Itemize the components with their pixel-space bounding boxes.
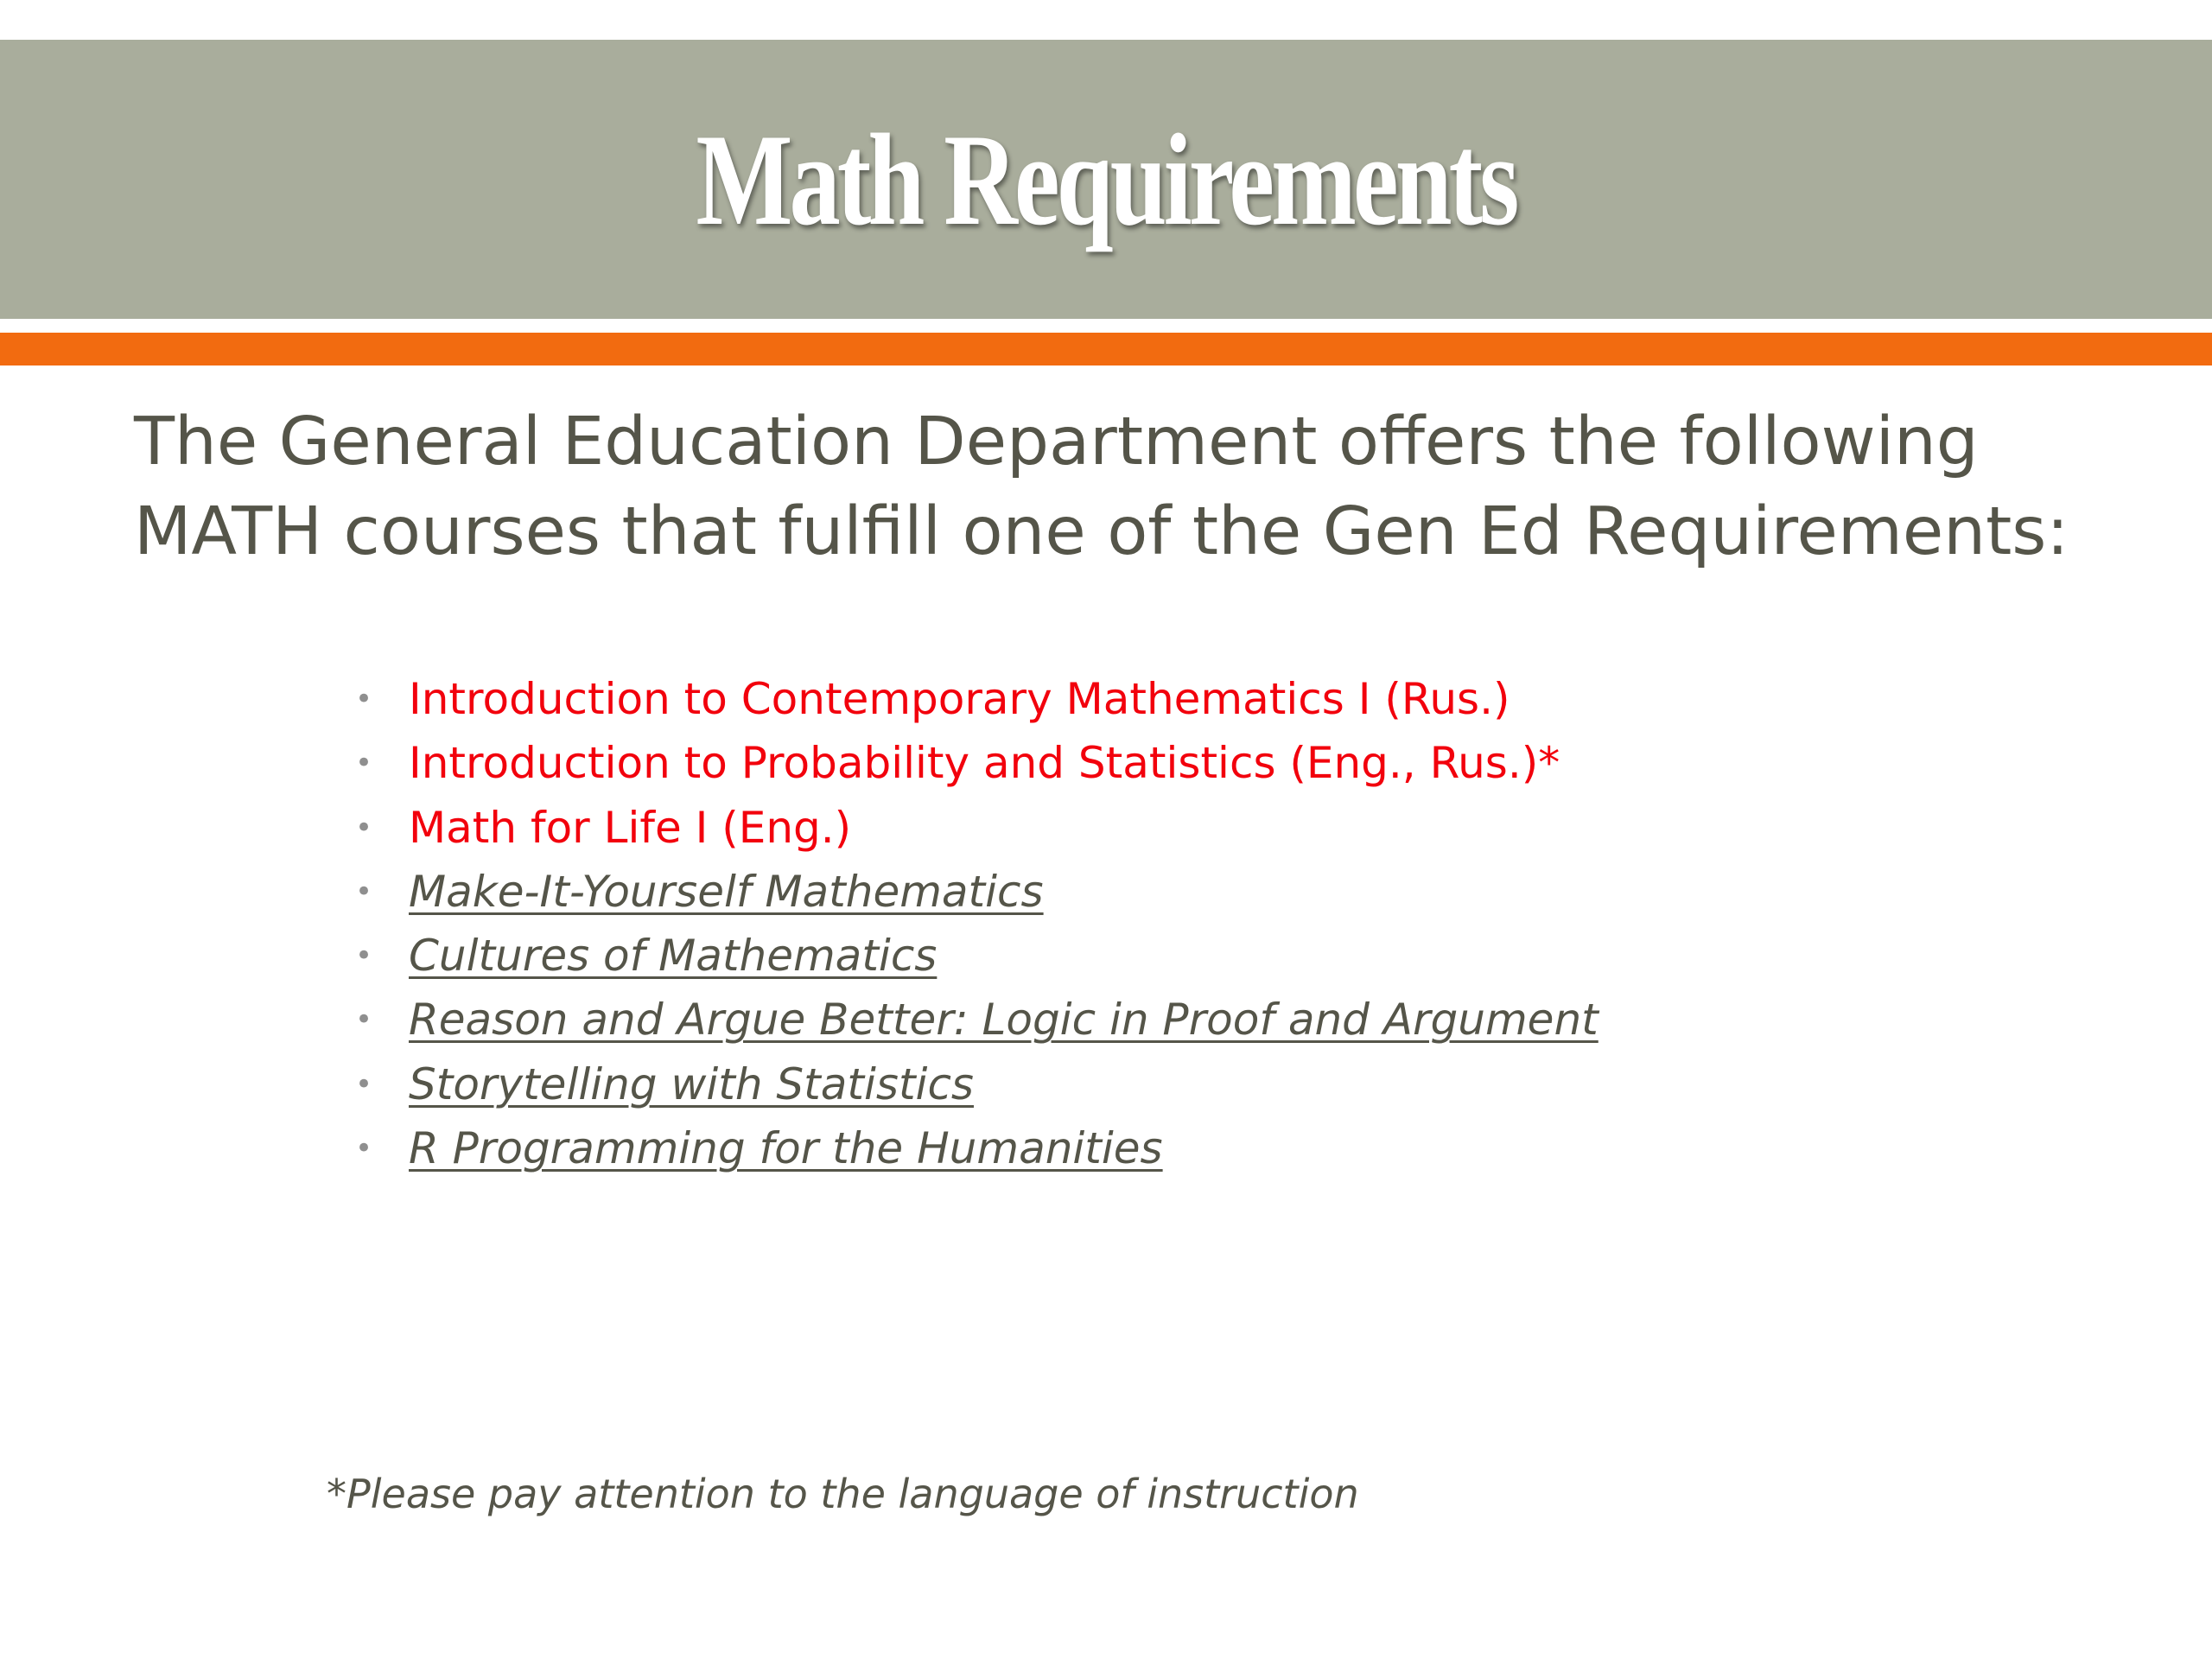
course-item-storytelling (350, 1052, 1599, 1116)
intro-text: The General Education Department offers the following MATH courses that fulfill one of the Gen Ed Requirements: (134, 404, 2069, 570)
course-item-probability-statistics (350, 731, 1599, 795)
course-item-make-it-yourself (350, 860, 1599, 924)
bullet-icon: • (355, 874, 373, 909)
bullet-icon: • (355, 810, 373, 845)
divider-gap (0, 319, 2212, 333)
course-item-r-programming (350, 1116, 1599, 1180)
title-band (0, 40, 2212, 319)
course-list (350, 667, 1599, 1180)
course-item-cultures (350, 924, 1599, 988)
course-link-make-it-yourself[interactable]: Make-It-Yourself Mathematics (409, 866, 1044, 917)
course-item-math-for-life (350, 796, 1599, 860)
accent-bar (0, 333, 2212, 365)
bullet-icon: • (355, 1002, 373, 1038)
bullet-icon: • (355, 938, 373, 974)
bullet-icon: • (355, 1066, 373, 1102)
bullet-icon: • (355, 746, 373, 781)
course-link-reason-argue[interactable]: Reason and Argue Better: Logic in Proof and Argument (409, 995, 1599, 1046)
course-link-storytelling[interactable]: Storytelling with Statistics (409, 1058, 974, 1109)
course-label: Introduction to Contemporary Mathematics I (Rus.) (409, 674, 1510, 724)
course-label: Introduction to Probability and Statistics (Eng., Rus.)* (409, 738, 1560, 789)
course-link-r-programming[interactable]: R Programming for the Humanities (409, 1123, 1163, 1174)
footnote: *Please pay attention to the language of instruction (327, 1471, 1359, 1517)
bullet-icon: • (355, 682, 373, 716)
course-item-contemporary-math (350, 667, 1599, 731)
course-item-reason-argue (350, 988, 1599, 1052)
course-label: Math for Life I (Eng.) (409, 802, 852, 853)
course-link-cultures[interactable]: Cultures of Mathematics (409, 931, 938, 982)
slide-title: Math Requirements (696, 106, 1516, 252)
bullet-icon: • (355, 1131, 373, 1166)
